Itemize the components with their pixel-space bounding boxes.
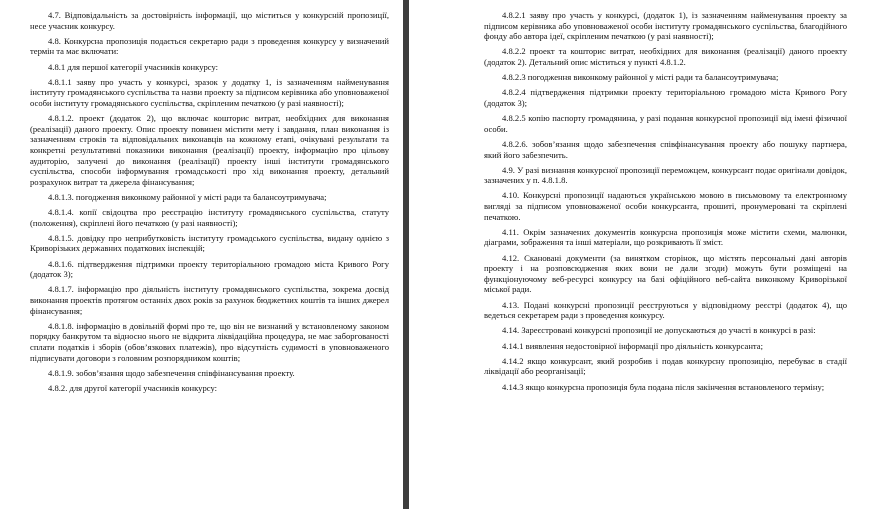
paragraph-4-7: 4.7. Відповідальність за достовірність інформації, що міститься у конкурсній пропозиції, несе учасник конкурсу. (30, 10, 389, 31)
paragraph-4-8: 4.8. Конкурсна пропозиція подається секретарю ради з проведення конкурсу у визначений термін та має включати: (30, 35, 389, 57)
paragraph-4-14: 4.14. Зареєстровані конкурсні пропозиції не допускаються до участі в конкурсі в разі: (502, 325, 816, 336)
paragraph-4-8-1: 4.8.1 для першої категорії учасників конкурсу: (48, 61, 219, 72)
paragraph-4-8-2-3: 4.8.2.3 погодження виконкому районної у місті ради та балансоутримувача; (502, 72, 779, 83)
paragraph-4-8-2-2: 4.8.2.2 проект та кошторис витрат, необхідних для виконання (реалізації) даного проекту (додаток 2). Детальний опис міститься у пункті 4.8.1.2. (484, 46, 847, 67)
paragraph-4-9: 4.9. У разі визнання конкурсної пропозиції переможцем, конкурсант подає оригінали довідок, зазначених у п. 4.8.1.8. (484, 164, 847, 186)
paragraph-4-8-1-6: 4.8.1.6. підтвердження підтримки проекту територіальною громадою міста Кривого Рогу (додаток 3); (30, 258, 389, 280)
left-document-page (0, 0, 403, 509)
paragraph-4-14-1: 4.14.1 виявлення недостовірної інформації про діяльність конкурсанта; (502, 340, 763, 351)
paragraph-4-8-1-7: 4.8.1.7. інформацію про діяльність інституту громадянського суспільства, зокрема досвід виконання проектів протягом останніх двох років за рахунок бюджетних коштів та інших джерел фінансування; (30, 284, 389, 316)
paragraph-4-8-1-2: 4.8.1.2. проект (додаток 2), що включає кошторис витрат, необхідних для виконання (реалізації) даного проекту. Опис проекту повинен містити мету і завдання, план виконання із зазначенням строків та відповідальних виконавців на кожному етапі, очікувані результати та конкретні результативні показники виконання (реалізації) проекту, інформацію про цільову аудиторію, залучені до виконання (реалізації) проекту інші інститути громадянського суспільства, способи інформування громадськості про хід виконання проекту, детальний розрахунок витрат та джерела фінансування; (30, 113, 389, 187)
paragraph-4-10: 4.10. Конкурсні пропозиції надаються українською мовою в письмовому та електронному вигляді за підписом уповноваженої особи конкурсанта, прошиті, пронумерованi та скріплені печаткою. (484, 190, 847, 222)
paragraph-4-8-1-5: 4.8.1.5. довідку про неприбутковість інституту громадського суспільства, видану однією з Криворізьких державних податкових інспекцій; (30, 232, 389, 254)
right-document-page (409, 0, 869, 509)
paragraph-4-14-2: 4.14.2 якщо конкурсант, який розробив і подав конкурсну пропозицію, перебуває в стадії ліквідації або реорганізації; (484, 355, 847, 377)
paragraph-4-8-1-1: 4.8.1.1 заяву про участь у конкурсі, зразок у додатку 1, із зазначенням найменування інституту громадянського суспільства та назви проекту за підписом керівника або уповноваженої особи інституту громадянського суспільства, скріпленим печаткою (у разі наявності); (30, 76, 389, 108)
paragraph-4-12: 4.12. Скановані документи (за винятком сторінок, що містять персональні дані авторів проекту і на розповсюдження яких вони не дали згоди) можуть бути розміщені на функціонуючому веб-ресурсі конкурсу на базі офіційного веб-сайта виконкому Криворізької міської ради. (484, 252, 847, 295)
paragraph-4-8-1-8: 4.8.1.8. інформацію в довільній формі про те, що він не визнаний у встановленому законом порядку банкрутом та відносно нього не відкрита ліквідаційна процедура, не має заборгованості сплати податків і зборів (обов’язкових платежів), про відсутність судимості в уповноваженого підписувати договори з головним розпорядником коштів; (30, 320, 389, 363)
paragraph-4-8-1-9: 4.8.1.9. зобов’язання щодо забезпечення співфінансування проекту. (48, 367, 295, 378)
paragraph-4-8-2-1: 4.8.2.1 заяву про участь у конкурсі, (додаток 1), із зазначенням найменування проекту за підписом керівника або уповноваженої особи інституту громадянського суспільства, благодійного фонду або автора ідеї, скріпленим печаткою (у разі наявності); (484, 10, 847, 42)
paragraph-4-14-3: 4.14.3 якщо конкурсна пропозиція була подана після закінчення встановленого терміну; (502, 381, 825, 392)
paragraph-4-13: 4.13. Подані конкурсні пропозиції реєструються у відповідному реєстрі (додаток 4), що ведеться секретарем ради з проведення конкурсу. (484, 299, 847, 321)
paragraph-4-8-2-6: 4.8.2.6. зобов’язання щодо забезпечення співфінансування проекту або пошуку партнера, який його забезпечить. (484, 138, 847, 160)
paragraph-4-8-2-4: 4.8.2.4 підтвердження підтримки проекту територіальною громадою міста Кривого Рогу (додаток 3); (484, 87, 847, 108)
paragraph-4-8-2: 4.8.2. для другої категорії учасників конкурсу: (48, 382, 218, 393)
paragraph-4-8-2-5: 4.8.2.5 копію паспорту громадянина, у разі подання конкурсної пропозиції від імені фізичної особи. (484, 113, 847, 134)
paragraph-4-8-1-4: 4.8.1.4. копії свідоцтва про реєстрацію інституту громадянського суспільства, статуту (положення), скріплені його печаткою (у разі наявності); (30, 207, 389, 228)
paragraph-4-11: 4.11. Окрім зазначених документів конкурсна пропозиція може містити схеми, малюнки, діаграми, зображення та інші матеріали, що розкривають її зміст. (484, 226, 847, 248)
paragraph-4-8-1-3: 4.8.1.3. погодження виконкому районної у місті ради та балансоутримувача; (48, 191, 327, 202)
